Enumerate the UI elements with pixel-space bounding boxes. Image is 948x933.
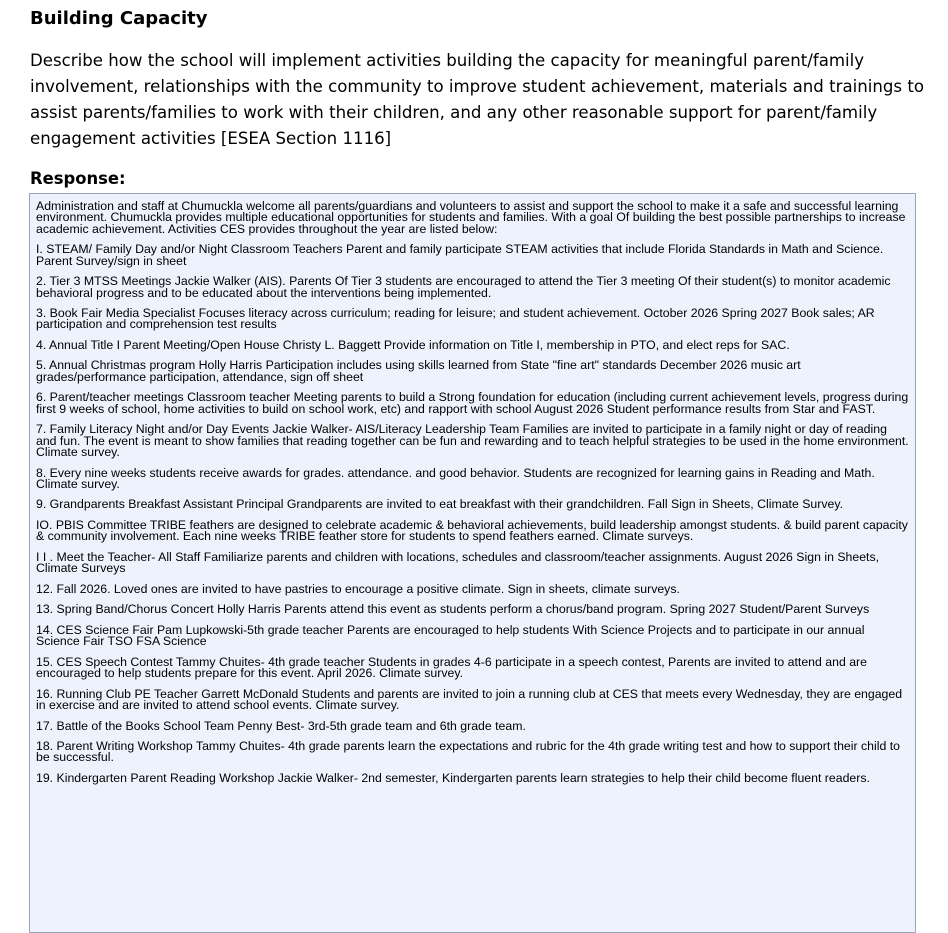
activity-list	[36, 244, 910, 784]
activity-item: IO. PBIS Committee TRIBE feathers are designed to celebrate academic & behavioral achievements, build leadership amongst students. & build parent capacity & community involvement. Each nine weeks TRIBE feather store for students to spend feathers earned. Climate surveys.	[36, 517, 908, 544]
activity-item: 15. CES Speech Contest Tammy Chuites- 4th grade teacher Students in grades 4-6 participate in a speech contest, Parents are invited to attend and are encouraged to help students prepare for this event. April 2026. Climate survey.	[36, 654, 867, 681]
activity-item: 16. Running Club PE Teacher Garrett McDonald Students and parents are invited to join a running club at CES that meets every Wednesday, they are engaged in exercise and are invited to attend school events. Climate survey.	[36, 686, 903, 712]
activity-item: 2. Tier 3 MTSS Meetings Jackie Walker (AIS). Parents Of Tier 3 students are encouraged to attend the Tier 3 meeting Of their student(s) to monitor academic behavioral progress and to be educated about the interventions being implemented.	[36, 274, 891, 300]
activity-item: I. STEAM/ Family Day and/or Night Classroom Teachers Parent and family participate STEAM activities that include Florida Standards in Math and Science. Parent Survey/sign in sheet	[36, 242, 884, 268]
activity-item: 13. Spring Band/Chorus Concert Holly Harris Parents attend this event as students perform a chorus/band program. Spring 2027 Student/Parent Surveys	[36, 602, 870, 617]
activity-item: 9. Grandparents Breakfast Assistant Principal Grandparents are invited to eat breakfast with their grandchildren. Fall Sign in Sheets, Climate Survey.	[36, 497, 843, 512]
activity-item: I I . Meet the Teacher- All Staff Familiarize parents and children with locations, schedules and classroom/teacher assignments. August 2026 Sign in Sheets, Climate Surveys	[36, 549, 880, 576]
activity-item: 12. Fall 2026. Loved ones are invited to have pastries to encourage a positive climate. Sign in sheets, climate surveys.	[36, 581, 680, 596]
activity-item: 14. CES Science Fair Pam Lupkowski-5th grade teacher Parents are encouraged to help students With Science Projects and to participate in our annual Science Fair TSO FSA Science	[36, 622, 865, 649]
activity-item: 17. Battle of the Books School Team Penny Best- 3rd-5th grade team and 6th grade team.	[36, 718, 526, 733]
response-label: Response:	[30, 169, 126, 188]
activity-item: 4. Annual Title I Parent Meeting/Open House Christy L. Baggett Provide information on Title I, membership in PTO, and elect reps for SAC.	[36, 337, 790, 352]
response-text-box[interactable]	[29, 193, 916, 933]
activity-item: 6. Parent/teacher meetings Classroom teacher Meeting parents to build a Strong foundation for education (including current achievement levels, progress during first 9 weeks of school, home activities to build on school work, etc) and rapport with school August 2026 Student performance results from Star and FAST.	[36, 390, 909, 416]
response-intro: Administration and staff at Chumuckla welcome all parents/guardians and volunteers to assist and support the school to make it a safe and successful learning environment. Chumuckla provides multiple educational opportunities for students and families. With a goal Of building the best possible partnerships to increase academic achievement. Activities CES provides throughout the year are listed below:	[36, 199, 906, 236]
section-heading: Building Capacity	[30, 8, 208, 29]
activity-item: 5. Annual Christmas program Holly Harris Participation includes using skills learned from State "fine art" standards December 2026 music art grades/performance participation, attendance, sign off sheet	[36, 358, 801, 384]
activity-item: 8. Every nine weeks students receive awards for grades. attendance. and good behavior. Students are recognized for learning gains in Reading and Math. Climate survey.	[36, 465, 875, 491]
activity-item: 18. Parent Writing Workshop Tammy Chuites- 4th grade parents learn the expectations and rubric for the 4th grade writing test and how to support their child to be successful.	[36, 739, 900, 765]
activity-item: 19. Kindergarten Parent Reading Workshop Jackie Walker- 2nd semester, Kindergarten parents learn strategies to help their child become fluent readers.	[36, 770, 870, 785]
activity-item: 7. Family Literacy Night and/or Day Events Jackie Walker- AIS/Literacy Leadership Team Families are invited to participate in a family night or day of reading and fun. The event is meant to show families that reading together can be fun and rewarding and to teach helpful strategies to be used in the home environment. Climate survey.	[36, 422, 909, 460]
activity-item: 3. Book Fair Media Specialist Focuses literacy across curriculum; reading for leisure; and student achievement. October 2026 Spring 2027 Book sales; AR participation and comprehension test results	[36, 306, 875, 332]
section-description: Describe how the school will implement activities building the capacity for meaningful parent/family involvement, relationships with the community to improve student achievement, materials and trainings to assist parents/families to work with their children, and any other reasonable support for parent/family engagement activities [ESEA Section 1116]	[30, 51, 924, 148]
